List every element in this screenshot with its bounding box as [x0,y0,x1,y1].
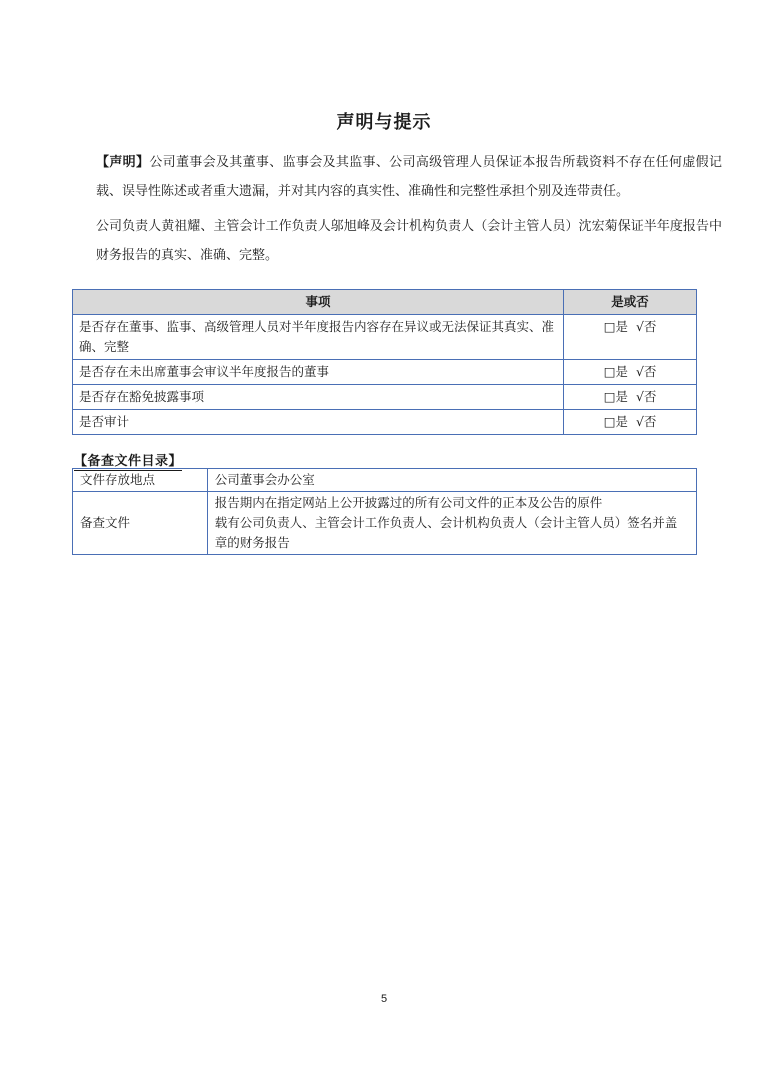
yes-checkbox: □是 [603,389,628,404]
archive-value: 公司董事会办公室 [207,469,696,492]
row-item: 是否存在未出席董事会审议半年度报告的董事 [73,360,564,385]
archive-value [207,492,696,555]
table-row [73,469,697,492]
table-row [73,492,697,555]
row-answer [564,315,697,360]
archive-line: 报告期内在指定网站上公开披露过的所有公司文件的正本及公告的原件 [214,495,603,510]
table-row [73,410,697,435]
yes-checkbox: □是 [603,319,628,334]
header-item: 事项 [73,290,564,315]
archive-label: 备查文件 [73,492,208,555]
statement-text: 公司董事会及其董事、监事会及其监事、公司高级管理人员保证本报告所载资料不存在任何虚假记载、误导性陈述或者重大遗漏，并对其内容的真实性、准确性和完整性承担个别及连带责任。 [96,155,722,199]
yes-checkbox: □是 [603,364,628,379]
page-title: 声明与提示 [336,112,432,133]
header-yes-no: 是或否 [564,290,697,315]
statement-lead: 【声明】 [96,155,150,170]
statement-paragraph [70,148,722,206]
page-number: 5 [380,993,388,1005]
table-row [73,385,697,410]
yes-checkbox: □是 [603,414,628,429]
table-row [73,360,697,385]
no-checked: √否 [635,414,657,429]
archive-line: 载有公司负责人、主管会计工作负责人、会计机构负责人（会计主管人员）签名并盖章的财务报告 [214,515,678,550]
table-header-row [73,290,697,315]
archive-section-title: 【备查文件目录】 [74,450,182,469]
archive-label: 文件存放地点 [73,469,208,492]
table-row [73,315,697,360]
no-checked: √否 [635,389,657,404]
row-item: 是否存在董事、监事、高级管理人员对半年度报告内容存在异议或无法保证其真实、准确、完整 [73,315,564,360]
row-item: 是否审计 [73,410,564,435]
no-checked: √否 [635,319,657,334]
guarantee-paragraph: 公司负责人黄祖耀、主管会计工作负责人邬旭峰及会计机构负责人（会计主管人员）沈宏菊保证半年度报告中财务报告的真实、准确、完整。 [96,219,722,263]
row-answer [564,385,697,410]
archive-table [72,468,697,555]
row-answer [564,360,697,385]
checklist-table [72,289,697,435]
row-item: 是否存在豁免披露事项 [73,385,564,410]
row-answer [564,410,697,435]
no-checked: √否 [635,364,657,379]
